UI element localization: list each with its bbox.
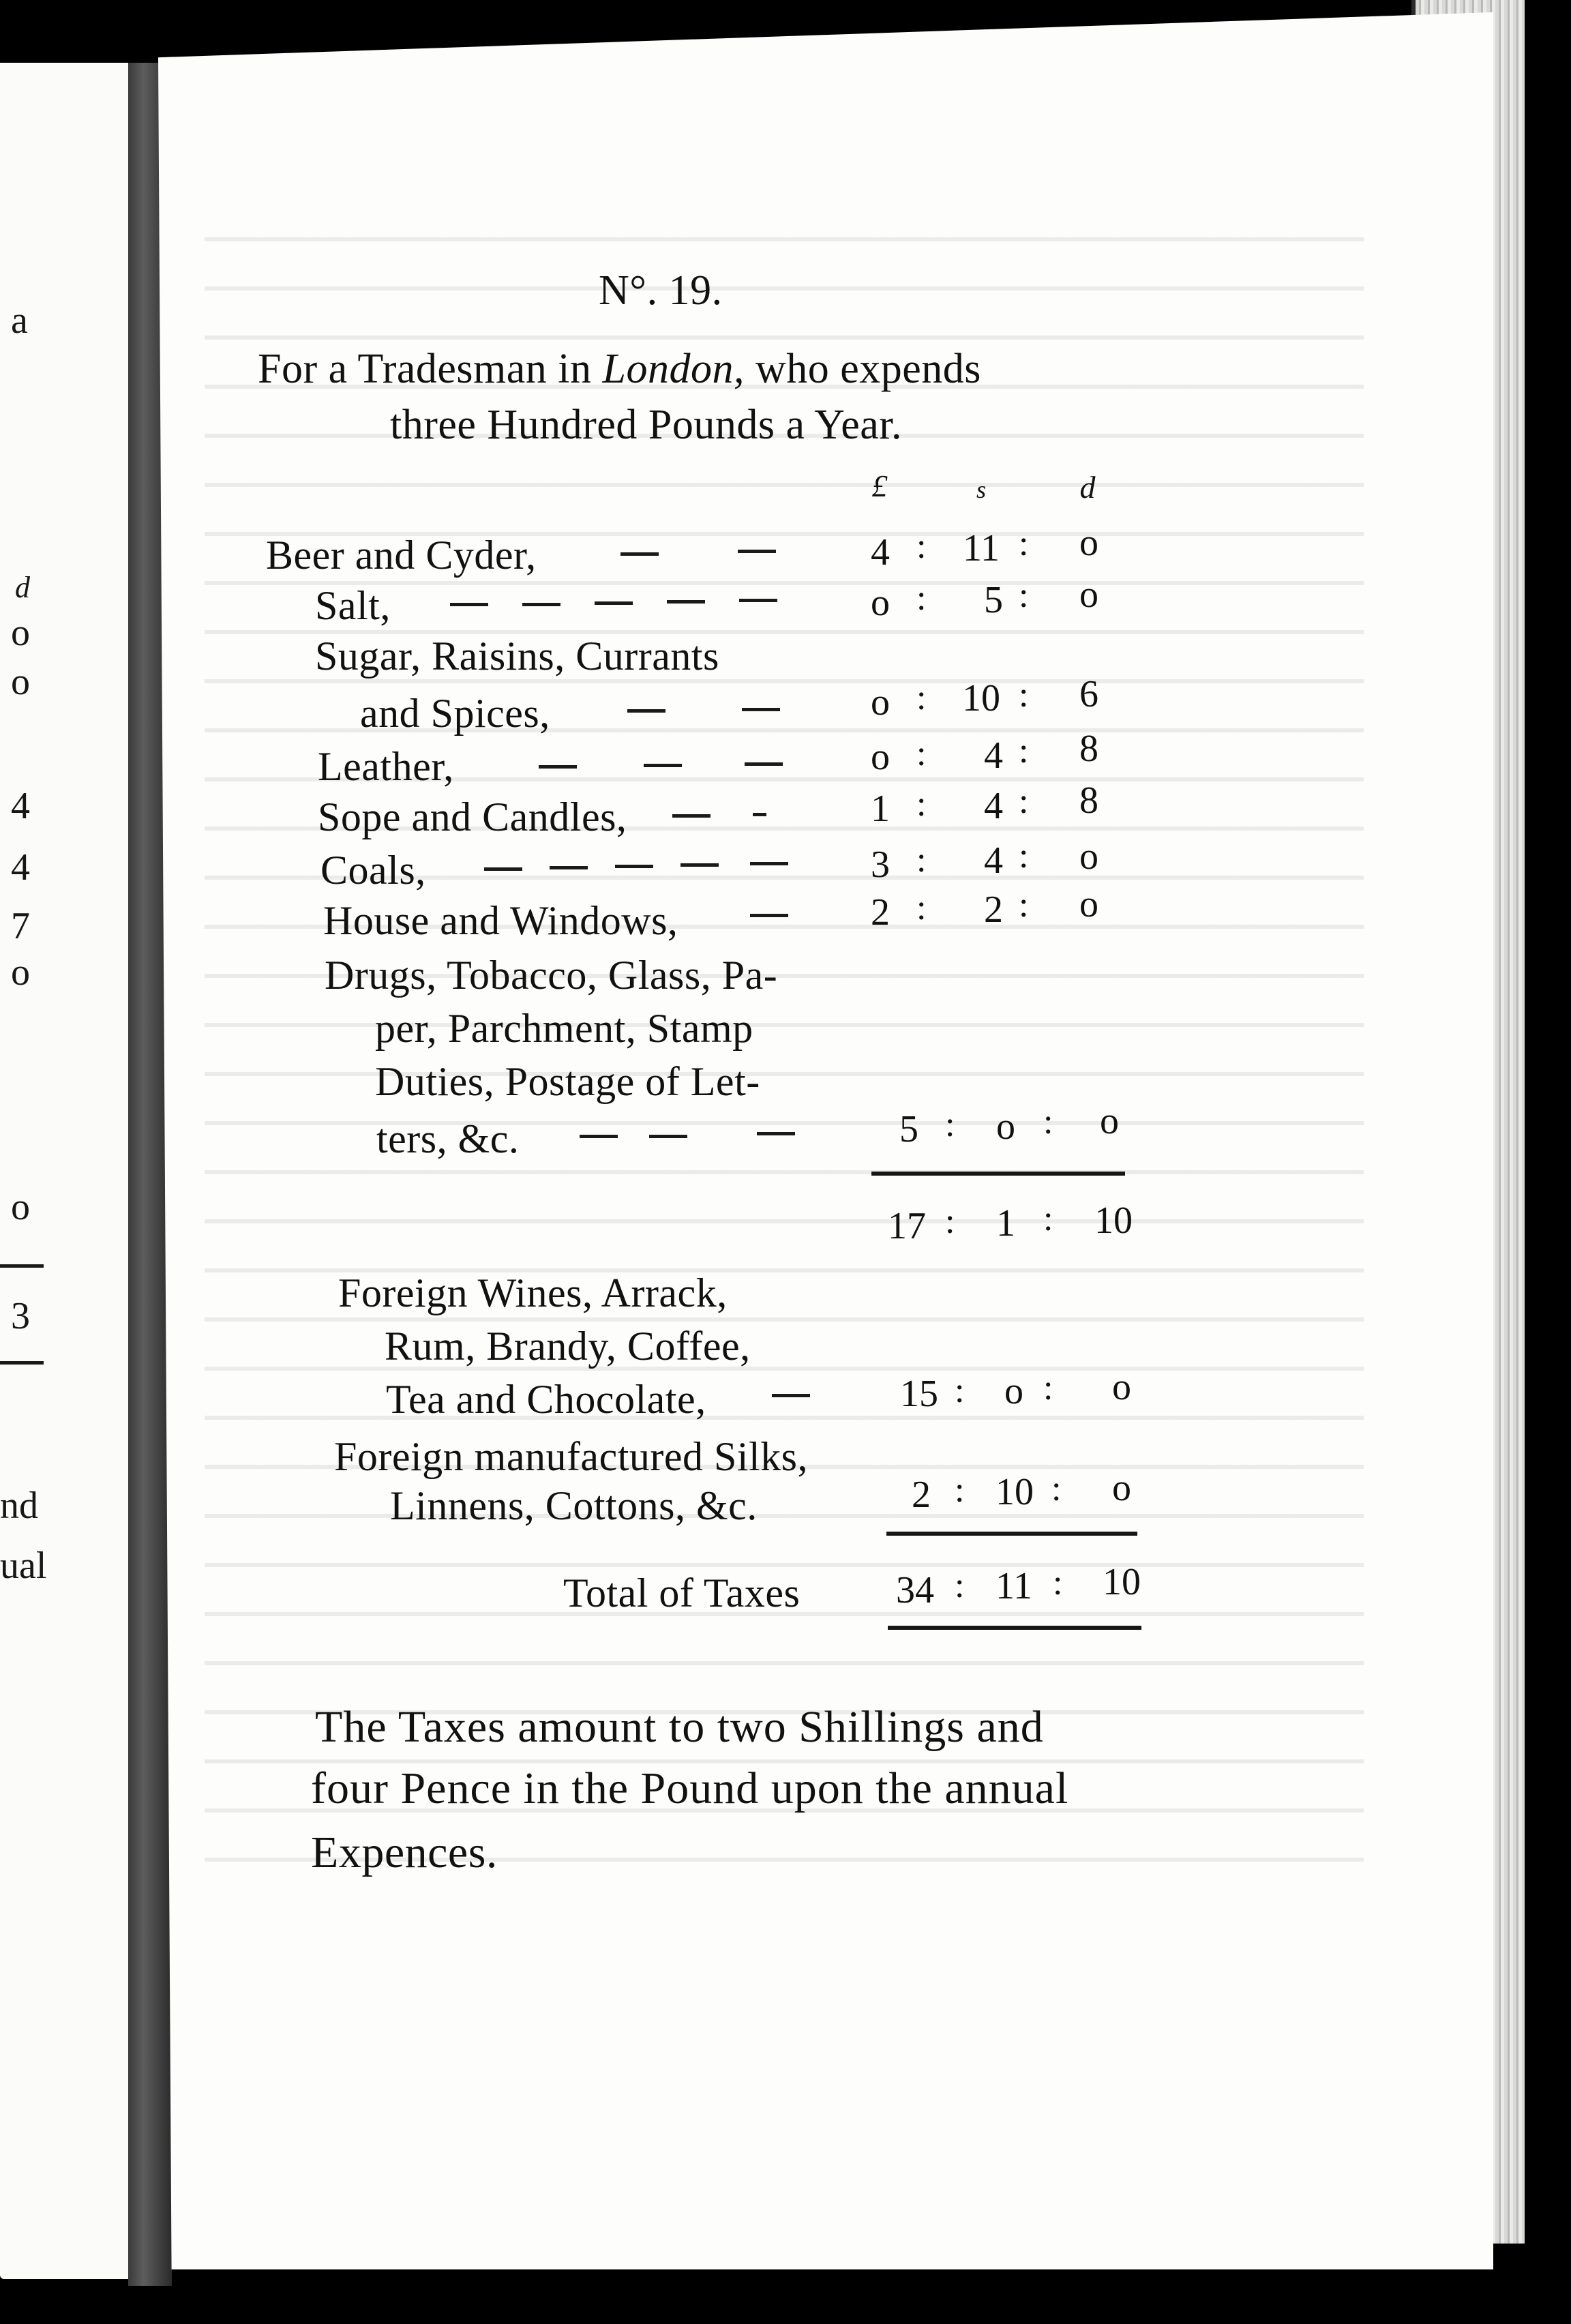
amount-pence: 6 xyxy=(1079,673,1098,715)
leader-dash xyxy=(772,1394,810,1397)
leader-dash xyxy=(595,601,633,605)
amount-pounds: o xyxy=(871,582,890,624)
title-line-1 xyxy=(258,348,981,390)
left-fragment: a xyxy=(11,299,28,342)
amount-pence: 8 xyxy=(1079,728,1098,770)
leader-dash xyxy=(750,862,788,865)
item-label: Salt, xyxy=(315,583,391,628)
left-fragment: nd xyxy=(0,1485,38,1527)
conclusion-line-2: four Pence in the Pound upon the annual xyxy=(311,1763,1069,1813)
separator: : xyxy=(1051,1470,1062,1508)
item-label: Leather, xyxy=(318,744,454,789)
item-label: Linnens, Cottons, &c. xyxy=(390,1483,758,1528)
subtotal-rule xyxy=(871,1172,1125,1176)
separator: : xyxy=(955,1566,965,1605)
separator: : xyxy=(916,579,927,618)
item-label: Sugar, Raisins, Currants xyxy=(315,634,719,679)
subtotal-shillings: 1 xyxy=(996,1202,1015,1245)
amount-pounds: 4 xyxy=(871,531,890,573)
leader-dash xyxy=(620,552,659,556)
conclusion-line-1: The Taxes amount to two Shillings and xyxy=(315,1702,1044,1752)
separator: : xyxy=(916,841,927,880)
separator: : xyxy=(1043,1200,1053,1238)
title-text: who expends xyxy=(755,346,981,392)
item-label: Drugs, Tobacco, Glass, Pa- xyxy=(325,953,778,998)
item-label: and Spices, xyxy=(360,691,550,736)
column-pence: d xyxy=(1079,470,1096,505)
left-fragment: 4 xyxy=(11,785,30,827)
total-pounds: 34 xyxy=(896,1569,934,1611)
amount-shillings: o xyxy=(996,1105,1015,1148)
leader-dash xyxy=(672,814,710,818)
column-shillings: s xyxy=(976,476,986,503)
amount-shillings: 5 xyxy=(984,579,1003,621)
leader-dash xyxy=(627,709,665,713)
item-label: Coals, xyxy=(320,848,426,893)
total-shillings: 11 xyxy=(996,1565,1032,1607)
item-label: Rum, Brandy, Coffee, xyxy=(385,1324,751,1369)
previous-page xyxy=(0,63,140,2279)
amount-shillings: 10 xyxy=(962,677,1000,719)
amount-pounds: o xyxy=(871,736,890,778)
item-label: Beer and Cyder, xyxy=(266,533,537,578)
left-rule xyxy=(0,1264,44,1268)
separator: : xyxy=(1019,732,1029,771)
item-label: Sope and Candles, xyxy=(318,794,627,839)
amount-shillings: 11 xyxy=(963,527,1000,569)
separator: : xyxy=(1019,782,1029,821)
leader-dash xyxy=(739,599,777,602)
title-line-2: three Hundred Pounds a Year. xyxy=(390,402,903,448)
total-label: Total of Taxes xyxy=(563,1570,801,1615)
leader-dash xyxy=(742,708,780,711)
left-fragment: 7 xyxy=(11,905,30,947)
total-pence: 10 xyxy=(1103,1561,1141,1603)
leader-dash xyxy=(649,1135,687,1138)
item-label: per, Parchment, Stamp xyxy=(375,1006,753,1051)
column-pounds: £ xyxy=(871,468,888,503)
amount-pounds: 2 xyxy=(871,891,890,934)
amount-pence: o xyxy=(1100,1100,1119,1142)
separator: : xyxy=(1053,1564,1063,1603)
leader-dash xyxy=(580,1135,618,1138)
separator: : xyxy=(1019,576,1029,615)
leader-dash xyxy=(644,764,682,767)
separator: : xyxy=(916,889,927,927)
item-label: House and Windows, xyxy=(323,898,678,943)
leader-dash xyxy=(450,603,488,606)
amount-pounds: 1 xyxy=(871,788,890,830)
leader-dash xyxy=(539,765,577,769)
leader-dash xyxy=(753,813,766,816)
item-label: Foreign manufactured Silks, xyxy=(334,1434,809,1479)
amount-shillings: 4 xyxy=(984,839,1003,882)
left-fragment: d xyxy=(15,571,30,604)
separator: : xyxy=(1019,837,1029,876)
separator: : xyxy=(945,1202,955,1241)
amount-pounds: 3 xyxy=(871,844,890,886)
item-label: Foreign Wines, Arrack, xyxy=(338,1270,728,1315)
title-place: London, xyxy=(602,346,745,392)
amount-pounds: 2 xyxy=(912,1474,931,1516)
table-number: N°. 19. xyxy=(599,267,723,314)
item-label: Duties, Postage of Let- xyxy=(375,1059,760,1104)
amount-pounds: 15 xyxy=(900,1373,938,1415)
amount-pounds: 5 xyxy=(899,1108,918,1150)
amount-shillings: 4 xyxy=(984,785,1003,827)
left-fragment: o xyxy=(11,661,30,703)
separator: : xyxy=(1019,676,1029,715)
total-double-rule xyxy=(888,1626,1141,1630)
left-fragment: o xyxy=(11,612,30,654)
leader-dash xyxy=(550,866,588,869)
item-label: ters, &c. xyxy=(376,1116,520,1161)
item-label: Tea and Chocolate, xyxy=(386,1377,706,1422)
separator: : xyxy=(1043,1103,1053,1142)
left-fragment: o xyxy=(11,951,30,994)
leader-dash xyxy=(615,865,653,868)
amount-pence: o xyxy=(1112,1366,1131,1408)
separator: : xyxy=(955,1371,965,1410)
left-fragment: 3 xyxy=(11,1295,30,1337)
leader-dash xyxy=(522,603,560,606)
subtotal-pounds: 17 xyxy=(888,1205,926,1247)
leader-dash xyxy=(680,863,719,867)
title-text: For a Tradesman in xyxy=(258,346,592,392)
left-fragment: ual xyxy=(0,1545,47,1587)
separator: : xyxy=(916,785,927,824)
separator: : xyxy=(1019,886,1029,925)
leader-dash xyxy=(757,1132,795,1135)
left-fragment: o xyxy=(11,1186,30,1228)
leader-dash xyxy=(750,914,788,917)
leader-dash xyxy=(484,867,522,871)
amount-shillings: 10 xyxy=(996,1471,1034,1513)
separator: : xyxy=(955,1471,965,1510)
amount-pence: o xyxy=(1079,573,1098,616)
total-rule xyxy=(886,1532,1137,1536)
separator: : xyxy=(916,734,927,773)
left-fragment: 4 xyxy=(11,846,30,889)
amount-pence: o xyxy=(1079,883,1098,925)
amount-pounds: o xyxy=(871,681,890,724)
leader-dash xyxy=(745,762,783,766)
separator: : xyxy=(1019,524,1029,563)
amount-pence: o xyxy=(1112,1467,1131,1509)
amount-pence: 8 xyxy=(1079,779,1098,822)
amount-shillings: o xyxy=(1004,1370,1023,1412)
separator: : xyxy=(945,1105,955,1144)
leader-dash xyxy=(738,550,776,553)
separator: : xyxy=(1043,1369,1053,1407)
left-rule xyxy=(0,1361,44,1365)
subtotal-pence: 10 xyxy=(1094,1200,1133,1242)
amount-shillings: 4 xyxy=(984,734,1003,777)
conclusion-line-3: Expences. xyxy=(311,1828,498,1877)
amount-pence: o xyxy=(1079,835,1098,878)
leader-dash xyxy=(667,600,705,604)
separator: : xyxy=(916,679,927,717)
amount-pence: o xyxy=(1079,522,1098,564)
separator: : xyxy=(916,527,927,566)
amount-shillings: 2 xyxy=(984,889,1003,931)
